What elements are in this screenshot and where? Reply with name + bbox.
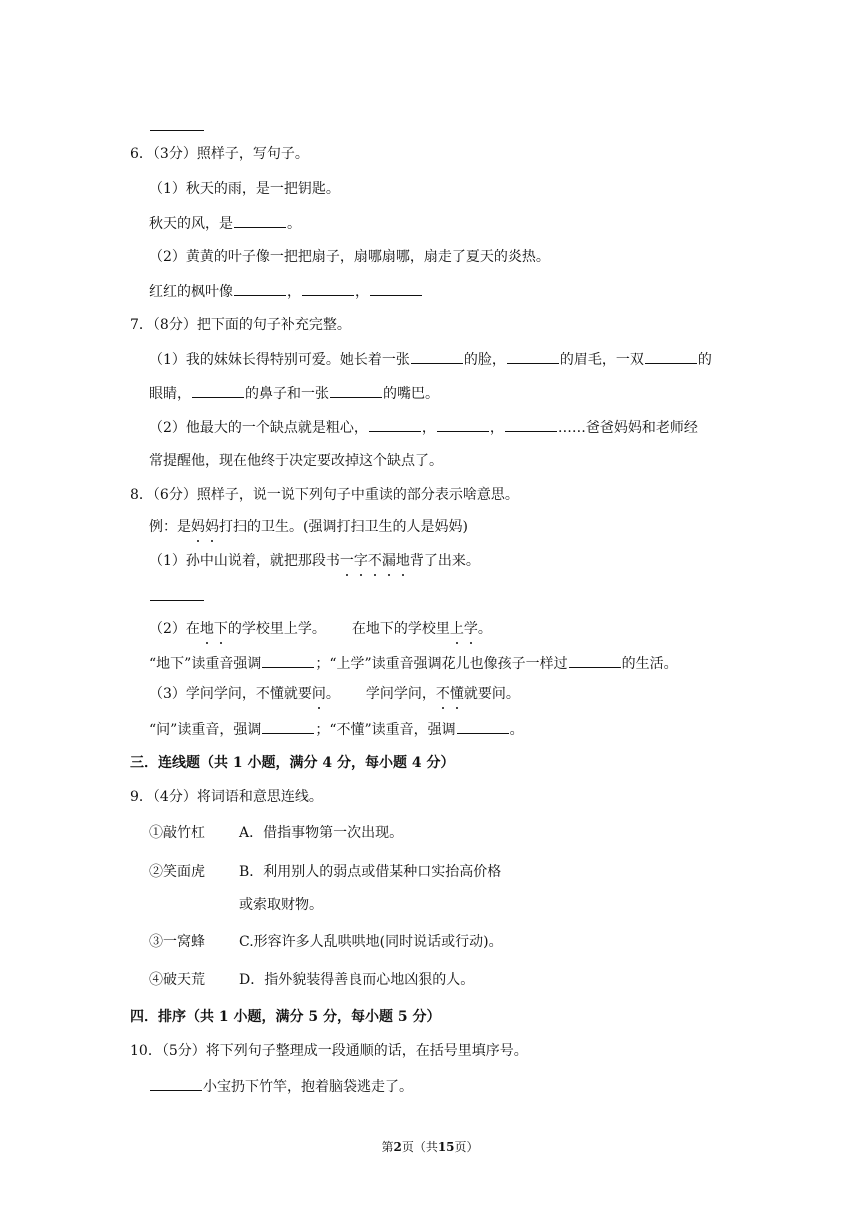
match-meaning-c: C.形容许多人乱哄哄地(同时说话或行动)。 bbox=[239, 934, 503, 950]
answer-blank[interactable] bbox=[645, 349, 697, 364]
match-meaning-b: B．利用别人的弱点或借某种口实抬高价格 bbox=[239, 864, 502, 880]
emphasized-char: 漏 bbox=[381, 553, 396, 569]
emphasis-mark bbox=[340, 553, 410, 569]
emphasized-char: 不 bbox=[367, 553, 382, 569]
question-7-heading: 7．（8分）把下面的句子补充完整。 bbox=[130, 317, 351, 333]
answer-blank[interactable] bbox=[234, 213, 286, 228]
emphasized-char: 一 bbox=[339, 553, 354, 569]
match-item-2: ②笑面虎 bbox=[149, 864, 205, 880]
emphasized-char: 学 bbox=[463, 621, 478, 637]
question-10-sentence-1: 小宝扔下竹竿，抱着脑袋逃走了。 bbox=[149, 1076, 413, 1097]
section-4-title: 四．排序（共 1 小题，满分 5 分，每小题 5 分） bbox=[130, 1009, 441, 1025]
answer-blank[interactable] bbox=[411, 349, 463, 364]
question-6-fill-2: 红红的枫叶像 ， ， bbox=[149, 281, 423, 302]
question-10-heading: 10．（5分）将下列句子整理成一段通顺的话，在括号里填序号。 bbox=[130, 1043, 528, 1059]
match-item-4: ④破天荒 bbox=[149, 972, 205, 988]
answer-blank[interactable] bbox=[569, 653, 621, 668]
question-8-fill-3: “问”读重音，强调 ；“不懂”读重音，强调 。 bbox=[149, 719, 524, 740]
emphasized-char: 妈 bbox=[191, 519, 205, 535]
answer-blank[interactable] bbox=[262, 719, 314, 734]
answer-blank[interactable] bbox=[234, 281, 286, 296]
question-6-sentence-2: （2）黄黄的叶子像一把把扇子，扇哪扇哪，扇走了夏天的炎热。 bbox=[149, 249, 550, 265]
emphasized-char: 问 bbox=[311, 686, 326, 702]
emphasis-mark bbox=[200, 621, 228, 637]
emphasis-mark bbox=[191, 519, 219, 535]
answer-blank[interactable] bbox=[369, 417, 421, 432]
answer-blank[interactable] bbox=[437, 417, 489, 432]
question-9-heading: 9．（4分）将词语和意思连线。 bbox=[130, 789, 323, 805]
emphasized-char: 妈 bbox=[205, 519, 219, 535]
emphasized-char: 地 bbox=[199, 621, 214, 637]
match-item-1: ①敲竹杠 bbox=[149, 825, 205, 841]
question-8-sentence-1: （1）孙中山说着，就把那段书一字不漏地背了出来。 bbox=[149, 553, 480, 569]
answer-blank[interactable] bbox=[302, 281, 354, 296]
question-8-example: 例：是妈妈打扫的卫生。(强调打扫卫生的人是妈妈) bbox=[149, 519, 468, 535]
match-item-3: ③一窝蜂 bbox=[149, 934, 205, 950]
emphasized-char: 字 bbox=[353, 553, 368, 569]
emphasized-char: 懂 bbox=[449, 686, 464, 702]
answer-blank[interactable] bbox=[262, 653, 314, 668]
answer-blank[interactable] bbox=[370, 281, 422, 296]
answer-blank-row bbox=[149, 586, 205, 607]
answer-blank[interactable] bbox=[149, 116, 205, 137]
emphasized-char: 上 bbox=[449, 621, 464, 637]
match-meaning-d: D．指外貌装得善良而心地凶狠的人。 bbox=[239, 972, 475, 988]
question-7-sentence-1-cont: 眼睛， 的鼻子和一张 的嘴巴。 bbox=[149, 383, 439, 404]
answer-blank[interactable] bbox=[505, 417, 557, 432]
question-6-sentence-1: （1）秋天的雨，是一把钥匙。 bbox=[149, 181, 340, 197]
question-7-sentence-1: （1）我的妹妹长得特别可爱。她长着一张 的脸， 的眉毛，一双 的 bbox=[149, 349, 712, 370]
section-3-title: 三．连线题（共 1 小题，满分 4 分，每小题 4 分） bbox=[130, 755, 455, 771]
question-7-sentence-2-cont: 常提醒他，现在他终于决定要改掉这个缺点了。 bbox=[149, 453, 443, 469]
answer-blank[interactable] bbox=[457, 719, 509, 734]
answer-blank[interactable] bbox=[330, 383, 382, 398]
page-footer: 第2页（共15页） bbox=[381, 1140, 479, 1154]
match-meaning-b-cont: 或索取财物。 bbox=[239, 897, 323, 913]
emphasized-char: 不 bbox=[435, 686, 450, 702]
question-6-heading: 6．（3分）照样子，写句子。 bbox=[130, 146, 309, 162]
question-7-sentence-2: （2）他最大的一个缺点就是粗心， ， ， ……爸爸妈妈和老师经 bbox=[149, 417, 698, 438]
answer-blank[interactable] bbox=[507, 349, 559, 364]
question-8-sentence-3: （3）学问学问，不懂就要问。 学问学问，不懂就要问。 bbox=[149, 686, 520, 702]
answer-blank[interactable] bbox=[192, 383, 244, 398]
question-8-sentence-2: （2）在地下的学校里上学。 在地下的学校里上学。 bbox=[149, 621, 492, 637]
question-8-fill-2: “地下”读重音强调 ；“上学”读重音强调花儿也像孩子一样过 的生活。 bbox=[149, 653, 678, 674]
answer-blank[interactable] bbox=[150, 1076, 202, 1091]
emphasis-mark bbox=[450, 621, 478, 637]
answer-blank[interactable] bbox=[150, 586, 204, 601]
match-meaning-a: A．借指事物第一次出现。 bbox=[239, 825, 404, 841]
question-8-heading: 8．（6分）照样子，说一说下列句子中重读的部分表示啥意思。 bbox=[130, 487, 519, 503]
emphasized-char: 下 bbox=[213, 621, 228, 637]
emphasized-char: 地 bbox=[395, 553, 410, 569]
emphasis-mark bbox=[312, 686, 326, 702]
emphasis-mark bbox=[436, 686, 464, 702]
question-6-fill-1: 秋天的风，是 。 bbox=[149, 213, 301, 234]
